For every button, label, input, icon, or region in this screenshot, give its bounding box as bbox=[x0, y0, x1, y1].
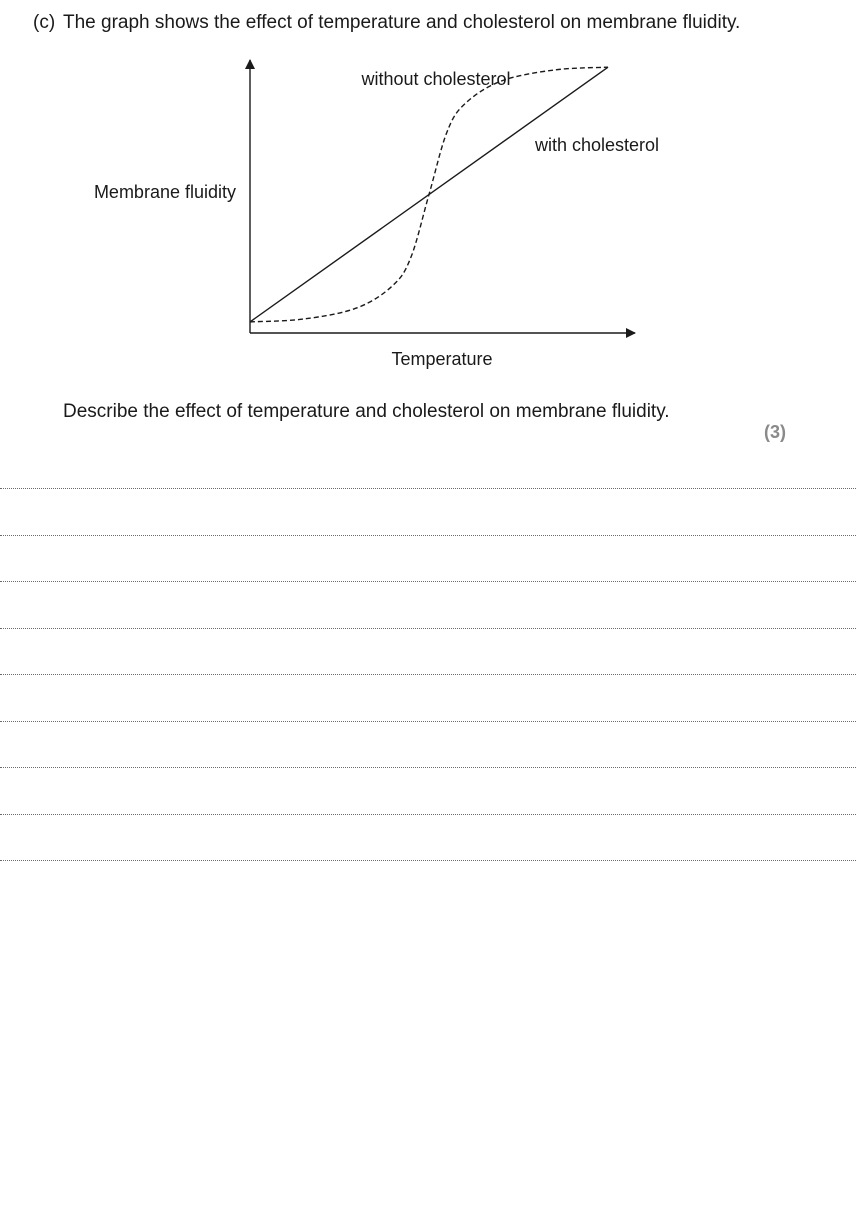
question-stem-text: The graph shows the effect of temperature and cholesterol on membrane fluidity. bbox=[63, 12, 741, 33]
y-axis-label: Membrane fluidity bbox=[93, 182, 236, 202]
answer-line[interactable] bbox=[0, 488, 856, 489]
answer-line[interactable] bbox=[0, 767, 856, 768]
marks-indicator: (3) bbox=[764, 422, 786, 442]
answer-line[interactable] bbox=[0, 628, 856, 629]
answer-line[interactable] bbox=[0, 860, 856, 861]
question-part-label: (c) bbox=[33, 12, 56, 33]
question-prompt: Describe the effect of temperature and cholesterol on membrane fluidity. bbox=[63, 401, 670, 422]
series-line-with-cholesterol bbox=[250, 67, 608, 322]
series-label-with-cholesterol: with cholesterol bbox=[534, 135, 660, 155]
x-axis-label: Temperature bbox=[391, 349, 493, 369]
answer-line[interactable] bbox=[0, 721, 856, 722]
membrane-fluidity-graph bbox=[0, 0, 864, 380]
series-label-without-cholesterol: without cholesterol bbox=[361, 69, 511, 89]
answer-line[interactable] bbox=[0, 535, 856, 536]
answer-line[interactable] bbox=[0, 674, 856, 675]
answer-line[interactable] bbox=[0, 581, 856, 582]
answer-lines bbox=[0, 488, 856, 907]
answer-line[interactable] bbox=[0, 814, 856, 815]
